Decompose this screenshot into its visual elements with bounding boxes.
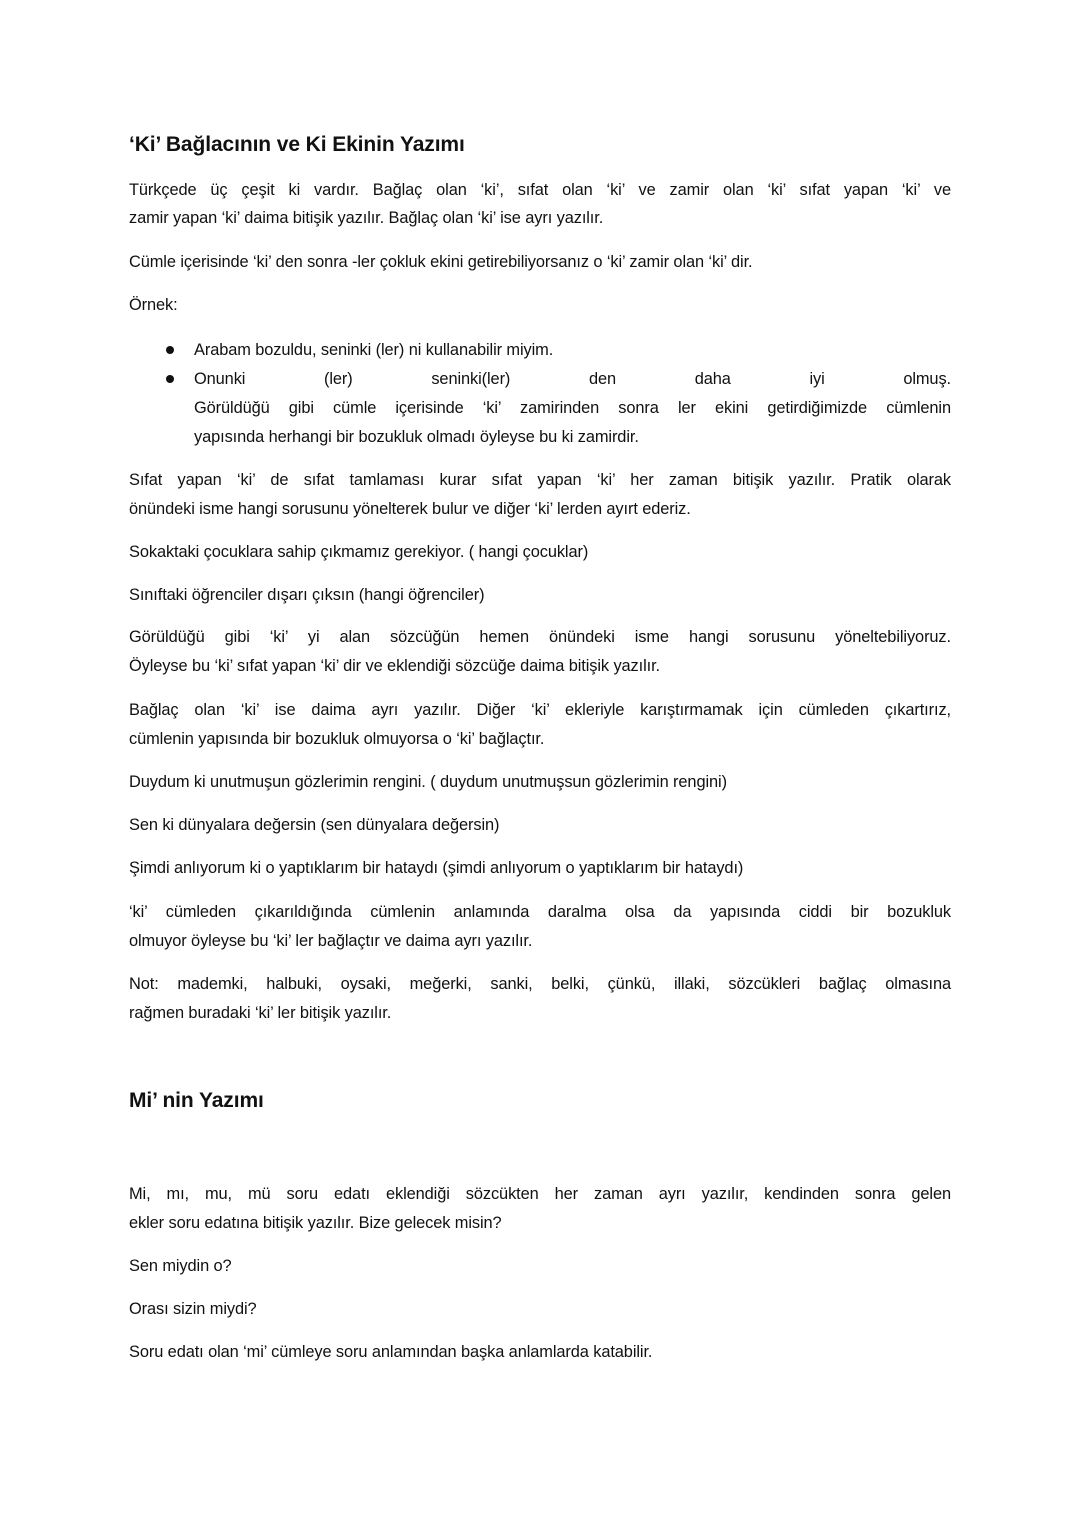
bullet-text-line: Onunki (ler) seninki(ler) den daha iyi olmuş. — [194, 370, 951, 388]
paragraph-line: Sınıftaki öğrenciler dışarı çıksın (hangi öğrenciler) — [129, 586, 485, 604]
bullet-text-line: yapısında herhangi bir bozukluk olmadı öyleyse bu ki zamirdir. — [194, 428, 639, 446]
paragraph-line: Orası sizin miydi? — [129, 1300, 257, 1318]
paragraph-line: Sen ki dünyalara değersin (sen dünyalara değersin) — [129, 816, 500, 834]
section-title: Mi’ nin Yazımı — [129, 1089, 264, 1112]
paragraph-line: Sıfat yapan ‘ki’ de sıfat tamlaması kurar sıfat yapan ‘ki’ her zaman bitişik yazılır. Pratik olarak — [129, 471, 951, 489]
paragraph-line: Mi, mı, mu, mü soru edatı eklendiği sözcükten her zaman ayrı yazılır, kendinden sonra gelen — [129, 1185, 951, 1203]
paragraph-line: olmuyor öyleyse bu ‘ki’ ler bağlaçtır ve daima ayrı yazılır. — [129, 932, 533, 950]
bullet-text-line: Görüldüğü gibi cümle içerisinde ‘ki’ zamirinden sonra ler ekini getirdiğimizde cümlenin — [194, 399, 951, 417]
paragraph-line: cümlenin yapısında bir bozukluk olmuyorsa o ‘ki’ bağlaçtır. — [129, 730, 545, 748]
bullet-icon — [166, 346, 174, 354]
paragraph-line: rağmen buradaki ‘ki’ ler bitişik yazılır. — [129, 1004, 392, 1022]
paragraph-line: ekler soru edatına bitişik yazılır. Bize gelecek misin? — [129, 1214, 502, 1232]
paragraph-line: Görüldüğü gibi ‘ki’ yi alan sözcüğün hemen önündeki isme hangi sorusunu yöneltebiliyoruz. — [129, 628, 951, 646]
bullet-icon — [166, 375, 174, 383]
paragraph-line: Sen miydin o? — [129, 1257, 232, 1275]
paragraph-line: Duydum ki unutmuşun gözlerimin rengini. ( duydum unutmuşsun gözlerimin rengini) — [129, 773, 727, 791]
paragraph-line: Türkçede üç çeşit ki vardır. Bağlaç olan ‘ki’, sıfat olan ‘ki’ ve zamir olan ‘ki’ sıfat yapan ‘ki’ ve — [129, 181, 951, 199]
paragraph-line: Örnek: — [129, 296, 178, 314]
paragraph-line: Soru edatı olan ‘mi’ cümleye soru anlamından başka anlamlarda katabilir. — [129, 1343, 653, 1361]
paragraph-line: Sokaktaki çocuklara sahip çıkmamız gerekiyor. ( hangi çocuklar) — [129, 543, 589, 561]
paragraph-line: ‘ki’ cümleden çıkarıldığında cümlenin anlamında daralma olsa da yapısında ciddi bir bozukluk — [129, 903, 951, 921]
paragraph-line: Şimdi anlıyorum ki o yaptıklarım bir hataydı (şimdi anlıyorum o yaptıklarım bir hataydı) — [129, 859, 744, 877]
paragraph-line: Not: mademki, halbuki, oysaki, meğerki, sanki, belki, çünkü, illaki, sözcükleri bağlaç olmasına — [129, 975, 951, 993]
bullet-text-line: Arabam bozuldu, seninki (ler) ni kullanabilir miyim. — [194, 341, 554, 359]
paragraph-line: Bağlaç olan ‘ki’ ise daima ayrı yazılır. Diğer ‘ki’ ekleriyle karıştırmamak için cümleden çıkartırız, — [129, 701, 951, 719]
paragraph-line: Öyleyse bu ‘ki’ sıfat yapan ‘ki’ dir ve eklendiği sözcüğe daima bitişik yazılır. — [129, 657, 661, 675]
paragraph-line: önündeki isme hangi sorusunu yönelterek bulur ve diğer ‘ki’ lerden ayırt ederiz. — [129, 500, 691, 518]
paragraph-line: Cümle içerisinde ‘ki’ den sonra -ler çokluk ekini getirebiliyorsanız o ‘ki’ zamir olan ‘ki’ dir. — [129, 253, 753, 271]
paragraph-line: zamir yapan ‘ki’ daima bitişik yazılır. Bağlaç olan ‘ki’ ise ayrı yazılır. — [129, 209, 604, 227]
section-title: ‘Ki’ Bağlacının ve Ki Ekinin Yazımı — [129, 133, 465, 156]
